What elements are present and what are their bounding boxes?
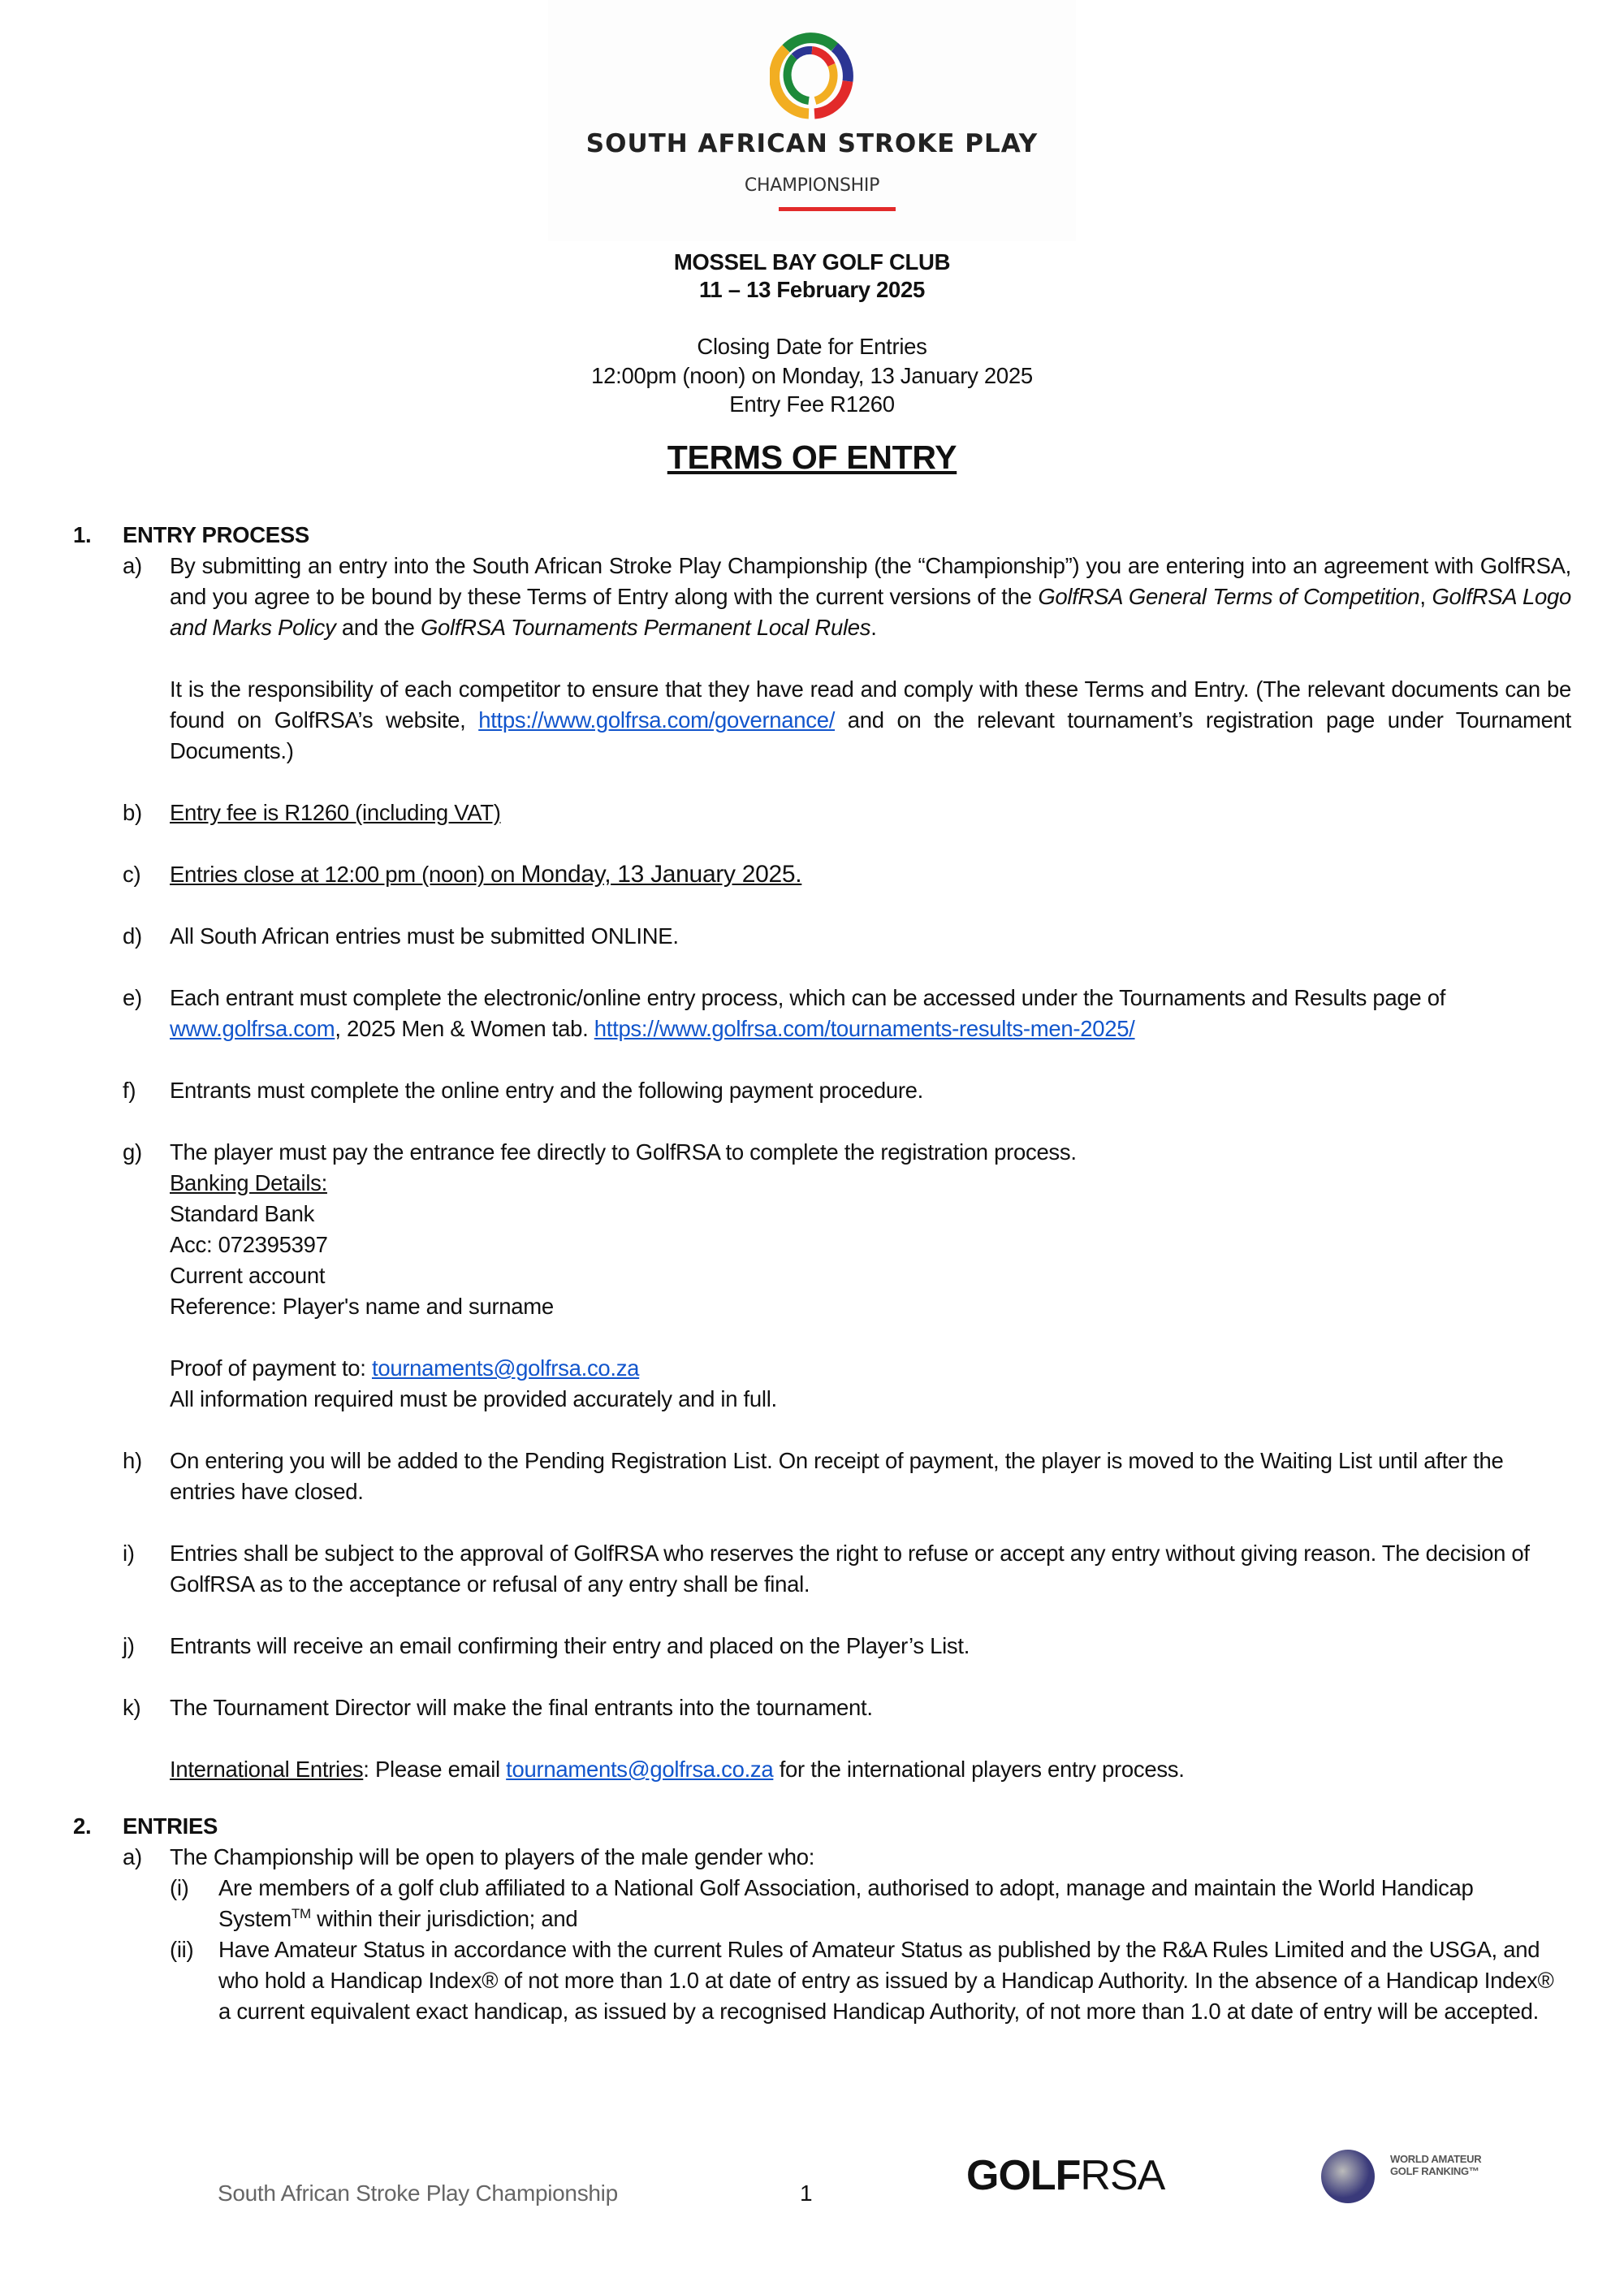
clause-text: .: [870, 615, 877, 640]
clause-text: : Please email: [363, 1757, 507, 1782]
page-number: 1: [800, 2180, 813, 2206]
email-link[interactable]: tournaments@golfrsa.co.za: [506, 1757, 774, 1782]
section-number: 2.: [73, 1813, 92, 1839]
clause-text: Have Amateur Status in accordance with the current Rules of Amateur Status as published by the R&A Rules Limited and the USGA, and who hold a Handicap Index® of not more than 1.0 at date of entry as issued by a Handicap Authority. In the absence of a Handicap Index® a current equivalent exact handicap, as issued by a recognised Handicap Authority, of not more than 1.0 at date of entry will be accepted.: [218, 1937, 1554, 2024]
clause-text: All South African entries must be submitted ONLINE.: [170, 923, 679, 949]
doc-name: GolfRSA Logo and Marks Policy: [170, 584, 1571, 640]
subclause-ii: [170, 1934, 1571, 2027]
clause-h: [123, 1446, 1571, 1507]
section-heading: [73, 1811, 1571, 1842]
banking-label: Banking Details:: [170, 1170, 327, 1195]
clause-text: Entries close at 12:00 pm (noon) on: [170, 862, 521, 887]
clause-text: and the: [335, 615, 421, 640]
doc-name: GolfRSA General Terms of Competition: [1038, 584, 1420, 609]
clause-f: [123, 1075, 1571, 1106]
clause-text: The Championship will be open to players of the male gender who:: [170, 1844, 815, 1869]
clause-text: , 2025 Men & Women tab.: [335, 1016, 594, 1041]
subclause-i: [170, 1873, 1571, 1934]
clause-text: Entrants must complete the online entry and the following payment procedure.: [170, 1078, 924, 1103]
clause-a: [123, 551, 1571, 767]
clause-letter: d): [123, 923, 142, 949]
doc-name: GolfRSA Tournaments Permanent Local Rules: [420, 615, 871, 640]
golf-ball-icon: [1315, 2148, 1380, 2205]
clause-text: Entry fee is R1260 (including VAT): [170, 800, 501, 825]
venue: MOSSEL BAY GOLF CLUB: [673, 249, 951, 274]
clause-text: On entering you will be added to the Pending Registration List. On receipt of payment, the player is moved to the Waiting List until after the entries have closed.: [170, 1448, 1504, 1504]
payment-reference: Reference: Player's name and surname: [170, 1294, 554, 1319]
golfrsa-logo: [966, 2152, 1165, 2199]
clause-letter: b): [123, 800, 142, 825]
proof-label: Proof of payment to:: [170, 1355, 372, 1381]
trademark: TM: [291, 1905, 311, 1921]
logo-subtitle: CHAMPIONSHIP: [744, 175, 880, 196]
governance-link[interactable]: https://www.golfrsa.com/governance/: [478, 707, 836, 733]
clause-text: Each entrant must complete the electronic/online entry process, which can be accessed under the Tournaments and Results page of: [170, 985, 1446, 1010]
clause-g: [123, 1137, 1571, 1415]
clause-text: All information required must be provided accurately and in full.: [170, 1386, 777, 1411]
closing-date: 12:00pm (noon) on Monday, 13 January 2025: [591, 363, 1033, 388]
closing-label: Closing Date for Entries: [697, 334, 927, 359]
championship-logo: [548, 0, 1076, 241]
waggr-logo: [1315, 2148, 1482, 2213]
section-heading: [73, 520, 1571, 551]
clause-letter: c): [123, 862, 141, 887]
clause-text: Entries shall be subject to the approval of GolfRSA who reserves the right to refuse or accept any entry without giving reason. The decision of GolfRSA as to the acceptance or refusal of any entry shall be final.: [170, 1541, 1530, 1597]
subclause-number: (ii): [170, 1937, 194, 1962]
logo-text: RSA: [1080, 2152, 1165, 2199]
clause-b: [123, 797, 1571, 828]
clause-k: [123, 1692, 1571, 1785]
clause-letter: j): [123, 1633, 135, 1658]
logo-text: GOLF: [966, 2152, 1081, 2199]
clause-letter: a): [123, 1844, 142, 1869]
clause-letter: h): [123, 1448, 142, 1473]
waggr-text: WORLD AMATEUR GOLF RANKING™: [1390, 2153, 1482, 2177]
clause-text: Are members of a golf club affiliated to a National Golf Association, authorised to adopt, manage and maintain the World Handicap System: [218, 1875, 1474, 1931]
clause-letter: i): [123, 1541, 135, 1566]
clause-text: By submitting an entry into the South African Stroke Play Championship (the “Championship”) you are entering into an agreement with GolfRSA, and you agree to be bound by these Terms of Entry along with the current versions of the: [170, 553, 1571, 609]
clause-text: The Tournament Director will make the final entrants into the tournament.: [170, 1695, 873, 1720]
clause-letter: f): [123, 1078, 136, 1103]
clause-letter: a): [123, 553, 142, 578]
clause-date: Monday, 13 January 2025.: [520, 861, 802, 888]
clause-text: ,: [1419, 584, 1432, 609]
footer-title: South African Stroke Play Championship: [218, 2180, 618, 2206]
clause-text: Entrants will receive an email confirming their entry and placed on the Player’s List.: [170, 1633, 970, 1658]
account-number: Acc: 072395397: [170, 1232, 328, 1257]
logo-title: SOUTH AFRICAN STROKE PLAY: [585, 129, 1039, 158]
entry-fee: Entry Fee R1260: [729, 391, 895, 417]
section-number: 1.: [73, 522, 92, 547]
event-dates: 11 – 13 February 2025: [698, 277, 926, 302]
terms-body: [73, 520, 1571, 2058]
clause-text: and on the relevant tournament’s registration page under Tournament Documents.): [170, 707, 1571, 763]
account-type: Current account: [170, 1263, 326, 1288]
clause-i: [123, 1538, 1571, 1600]
tournaments-link[interactable]: https://www.golfrsa.com/tournaments-results-men-2025/: [594, 1016, 1135, 1041]
clause-letter: e): [123, 985, 142, 1010]
page-title: TERMS OF ENTRY: [667, 439, 957, 476]
intl-label: International Entries: [170, 1757, 364, 1782]
clause-letter: k): [123, 1695, 141, 1720]
clause-text: The player must pay the entrance fee directly to GolfRSA to complete the registration process.: [170, 1139, 1077, 1165]
ring-logo-icon: [770, 32, 854, 120]
clause-text: It is the responsibility of each competitor to ensure that they have read and comply with these Terms and Entry. (The relevant documents can be found on GolfRSA’s website,: [170, 676, 1571, 733]
clause-j: [123, 1631, 1571, 1662]
clause-a: [123, 1842, 1571, 2027]
section-title: ENTRIES: [123, 1813, 218, 1839]
bank-name: Standard Bank: [170, 1201, 315, 1226]
clause-e: [123, 983, 1571, 1044]
clause-text: within their jurisdiction; and: [310, 1906, 578, 1931]
section-title: ENTRY PROCESS: [123, 522, 309, 547]
clause-c: [123, 859, 1571, 890]
golfrsa-link[interactable]: www.golfrsa.com: [170, 1016, 335, 1041]
email-link[interactable]: tournaments@golfrsa.co.za: [371, 1355, 640, 1381]
clause-letter: g): [123, 1139, 142, 1165]
logo-underline: [779, 207, 896, 211]
clause-text: for the international players entry process.: [773, 1757, 1185, 1782]
subclause-number: (i): [170, 1875, 189, 1900]
clause-d: [123, 921, 1571, 952]
